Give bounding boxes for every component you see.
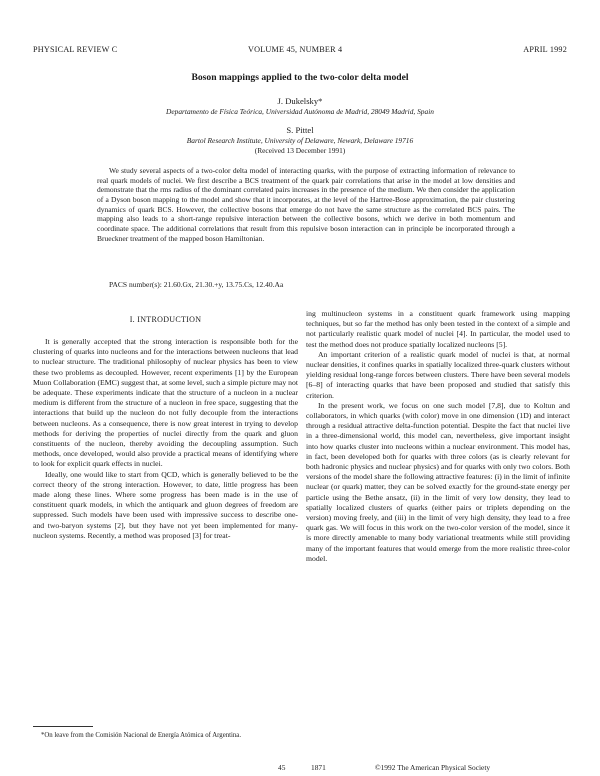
- author-name: S. Pittel: [286, 125, 314, 135]
- received-date: (Received 13 December 1991): [254, 146, 346, 155]
- volume-number: VOLUME 45, NUMBER 4: [248, 45, 343, 54]
- right-column: [306, 309, 570, 564]
- page-footer: [0, 763, 600, 775]
- left-column: [33, 337, 298, 541]
- paragraph: An important criterion of a realistic quark model of nuclei is that, at normal nuclear densities, it confines quarks in spatially localized three-quark clusters without yielding residual long-range forces between clusters. There have been several models [6–8] of interacting quarks that have been proposed and studied that satisfy this criterion.: [306, 349, 570, 400]
- footnote-divider: [33, 726, 93, 727]
- copyright-notice: ©1992 The American Physical Society: [375, 763, 491, 772]
- footnote: *On leave from the Comisión Nacional de Energía Atómica of Argentina.: [41, 732, 242, 739]
- journal-name: PHYSICAL REVIEW C: [33, 45, 118, 54]
- paragraph: In the present work, we focus on one such model [7,8], due to Koltun and collaborators, in which quarks (with color) move in one dimension (1D) and interact through a residual attractive delta-function potential. Despite the fact that nuclei live in a three-dimensional world, this model can, nevertheless, give important insight into how quarks cluster into nucleons within a nuclear environment. This model has, in fact, been developed both for quarks with three colors (as is clearly relevant for both hadronic physics and nuclear physics) and for quarks with only two colors. Both versions of the model share the following attractive features: (i) in the limit of infinite nuclear (or quark) matter, they can be solved exactly for the ground-state energy per particle using the Bethe ansatz, (ii) in the limit of very low density, they lead to spatially localized clusters of quarks (either pairs or triplets depending on the version) moving freely, and (iii) in the limit of very high density, they lead to a free quark gas. We will focus in this work on the two-color version of the model, since it is more directly amenable to many body variational treatments while still providing many of the important features that would emerge from the more realistic three-color model.: [306, 400, 570, 563]
- paragraph: It is generally accepted that the strong interaction is responsible both for the clustering of quarks into nucleons and for the interactions between nucleons that lead to nuclear structure. The traditional philosophy of nuclear physics has been to view these two problems as decoupled. However, recent experiments [1] by the European Muon Collaboration (EMC) suggest that, at some level, such a simple picture may not be adequate. These experiments indicate that the structure of a nucleon in a nuclear medium is different from the structure of a nucleon in free space, suggesting that the interactions that build up the nucleon do not fully decouple from the interactions between nucleons. As a consequence, there is now great interest in trying to develop methods for deriving the properties of nuclei directly from the quark and gluon constituents of the nucleon, thereby avoiding the decoupling assumption. Such methods, once developed, would also provide a practical means of identifying where to look for explicit quark effects in nuclei.: [33, 337, 298, 469]
- paper-title: Boson mappings applied to the two-color delta model: [191, 72, 409, 83]
- issue-date: APRIL 1992: [523, 45, 567, 54]
- section-heading: I. INTRODUCTION: [129, 315, 202, 324]
- page-number: 1871: [311, 763, 326, 772]
- author-affiliation: Bartol Research Institute, University of Delaware, Newark, Delaware 19716: [186, 136, 414, 145]
- author-affiliation: Departamento de Física Teórica, Universidad Autónoma de Madrid, 28049 Madrid, Spain: [166, 107, 434, 116]
- paragraph: ing multinucleon systems in a constituent quark framework using mapping techniques, but so far the method has only been tested in the context of a simple and not particularly realistic quark model of nuclei [4]. In particular, the model used to test the method does not produce spatially localized nucleons [5].: [306, 309, 570, 349]
- paragraph: Ideally, one would like to start from QCD, which is generally believed to be the correct theory of the strong interaction. However, to date, little progress has been made along these lines. Where some progress has been made is in the use of constituent quark models, in which the antiquark and gluon degrees of freedom are suppressed. Such models have been used with impressive success to describe one- and two-baryon systems [2], but they have not yet been implemented for many-nucleon systems. Recently, a method was proposed [3] for treat-: [33, 469, 298, 540]
- abstract: We study several aspects of a two-color delta model of interacting quarks, with the purpose of extracting information of relevance to real quark models of nuclei. We first describe a BCS treatment of the quark pair correlations that arise in the model at low densities and demonstrate that the rms radius of the dominant correlated pairs increases in the presence of the medium. We then consider the application of a Dyson boson mapping to the model and show that it incorporates, at the level of the Hartree-Bose approximation, the pair clustering dynamics of quark BCS. However, the collective bosons that emerge do not have the same structure as the correlated BCS pairs. The mapping also leads to a short-range repulsive interaction between the collective bosons, which we derive in both momentum and coordinate space. The additional correlations that result from this repulsive boson interaction can in principle be incorporated through a Brueckner treatment of the mapped boson Hamiltonian.: [97, 166, 515, 243]
- pacs-numbers: PACS number(s): 21.60.Gx, 21.30.+y, 13.75.Cs, 12.40.Aa: [109, 280, 284, 289]
- author-name: J. Dukelsky*: [277, 96, 323, 106]
- running-header: [33, 45, 567, 59]
- footer-volume: 45: [278, 763, 286, 772]
